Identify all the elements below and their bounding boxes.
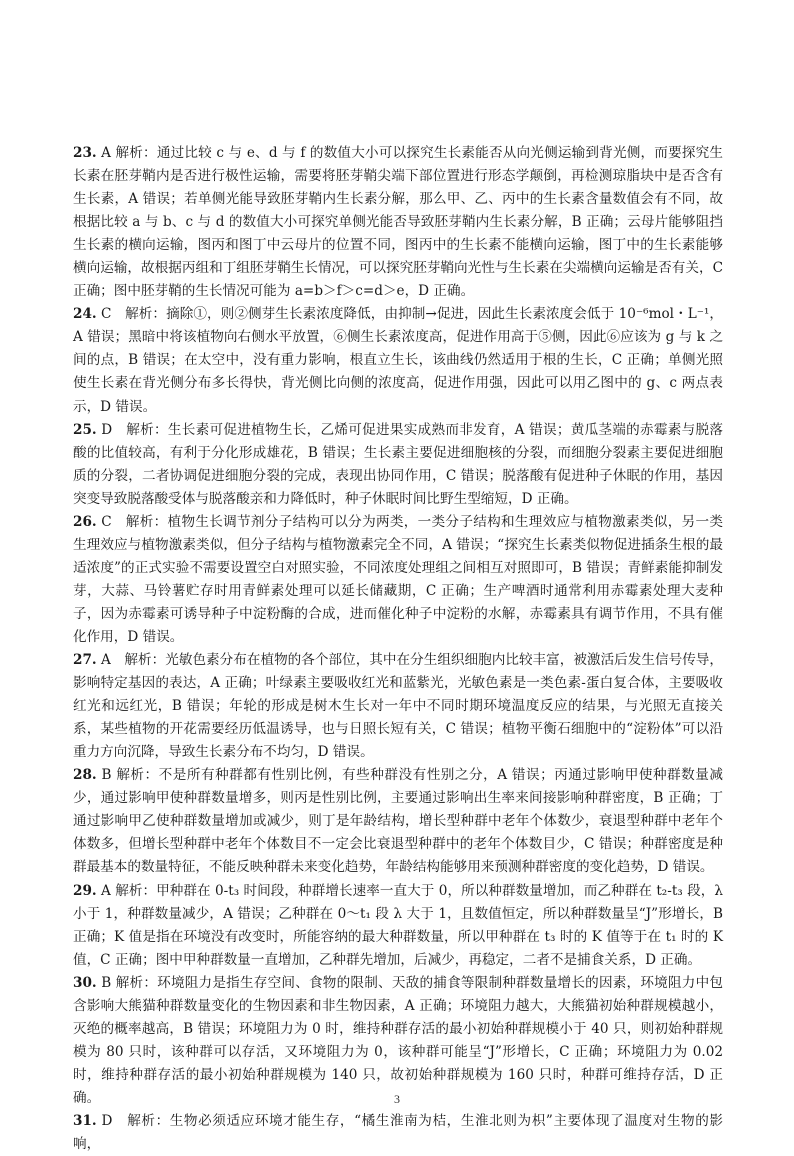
question-number: 23. <box>73 145 97 161</box>
answer-28 <box>73 764 723 879</box>
answer-text: D 解析：生长素可促进植物生长，乙烯可促进果实成熟而非发育，A 错误；黄瓜茎端的赤霉素与脱落酸的比值较高，有利于分化形成雄花，B 错误；生长素主要促进细胞核的分裂，而细胞分裂素主要促进细胞质的分裂，二者协调促进细胞分裂的完成，表现出协同作用，C 错误；脱落酸有促进种子休眠的作用，基因突变导致脱落酸受体与脱落酸亲和力降低时，种子休眠时间比野生型缩短，D 正确。 <box>73 421 723 507</box>
question-number: 24. <box>73 306 97 323</box>
answer-text: C 解析：植物生长调节剂分子结构可以分为两类，一类分子结构和生理效应与植物激素类似，另一类生理效应与植物激素类似，但分子结构与植物激素完全不同，A 错误；“探究生长素类似物促进插条生根的最适浓度”的正式实验不需要设置空白对照实验，不同浓度处理组之间相互对照即可，B 错误；青鲜素能抑制发芽，大蒜、马铃薯贮存时用青鲜素处理可以延长储藏期，C 正确；生产啤酒时通常利用赤霉素处理大麦种子，因为赤霉素可诱导种子中淀粉酶的合成，进而催化种子中淀粉的水解，赤霉素具有调节作用，不具有催化作用，D 错误。 <box>73 513 723 645</box>
question-number: 27. <box>73 652 97 669</box>
answer-text: A 解析：通过比较 c 与 e、d 与 f 的数值大小可以探究生长素能否从向光侧运输到背光侧，而要探究生长素在胚芽鞘内是否进行极性运输，需要将胚芽鞘尖端下部位置进行形态学颠倒，再检测琼脂块中是否含有生长素，A 错误；若单侧光能导致胚芽鞘内生长素分解，那么甲、乙、丙中的生长素含量数值会有不同，故根据比较 a 与 b、c 与 d 的数值大小可探究单侧光能否导致胚芽鞘内生长素分解，B 正确；云母片能够阻挡生长素的横向运输，图丙和图丁中云母片的位置不同，图丙中的生长素不能横向运输，图丁中的生长素能够横向运输，故根据丙组和丁组胚芽鞘生长情况，可以探究胚芽鞘向光性与生长素在尖端横向运输是否有关，C 正确；图中胚芽鞘的生长情况可能为 a=b＞f＞c=d＞e，D 正确。 <box>73 145 723 300</box>
answer-30 <box>73 972 723 1110</box>
answer-29 <box>73 880 723 972</box>
answer-23 <box>73 142 723 303</box>
question-number: 31. <box>73 1112 97 1129</box>
answer-26 <box>73 511 723 649</box>
answer-text: B 解析：不是所有种群都有性别比例，有些种群没有性别之分，A 错误；丙通过影响甲使种群数量减少，通过影响甲使种群数量增多，则丙是性别比例，主要通过影响出生率来间接影响种群密度，B 正确；丁通过影响甲乙使种群数量增加或减少，则丁是年龄结构，增长型种群中老年个体数少，衰退型种群中老年个体数多，但增长型种群中老年个体数目不一定会比衰退型种群中的老年个体数目少，C 错误；种群密度是种群最基本的数量特征，不能反映种群未来变化趋势，年龄结构能够用来预测种群密度的变化趋势，D 错误。 <box>73 767 723 876</box>
question-number: 26. <box>73 513 97 530</box>
question-number: 25. <box>73 421 97 438</box>
answer-text: C 解析：摘除①，则②侧芽生长素浓度降低，由抑制→促进，因此生长素浓度会低于 10⁻⁶mol・L⁻¹，A 错误；黑暗中将该植物向右侧水平放置，⑥侧生长素浓度高，促进作用高于⑤侧，因此⑥应该为 g 与 k 之间的点，B 错误；在太空中，没有重力影响，根直立生长，该曲线仍然适用于根的生长，C 正确；单侧光照使生长素在背光侧分布多长得快，背光侧比向侧的浓度高，促进作用强，因此可以用乙图中的 g、c 两点表示，D 错误。 <box>73 306 723 415</box>
answer-27 <box>73 649 723 764</box>
answer-text: D 解析：生物必须适应环境才能生存，“橘生淮南为桔，生淮北则为枳”主要体现了温度对生物的影响， <box>73 1112 723 1153</box>
answer-text: A 解析：甲种群在 0-t₃ 时间段，种群增长速率一直大于 0，所以种群数量增加，而乙种群在 t₂-t₃ 段，λ 小于 1，种群数量减少，A 错误；乙种群在 0～t₁ 段 λ 大于 1，且数值恒定，所以种群数量呈“J”形增长，B 正确；K 值是指在环境没有改变时，所能容纳的最大种群数量，所以甲种群在 t₃ 时的 K 值等于在 t₁ 时的 K 值，C 正确；图中甲种群数量一直增加，乙种群先增加，后减少，再稳定，二者不是捕食关系，D 正确。 <box>73 882 723 968</box>
answer-text: B 解析：环境阻力是指生存空间、食物的限制、天敌的捕食等限制种群数量增长的因素，环境阻力中包含影响大熊猫种群数量变化的生物因素和非生物因素，A 正确；环境阻力越大，大熊猫初始种群规模越小，灭绝的概率越高，B 错误；环境阻力为 0 时，维持种群存活的最小初始种群规模小于 40 只，则初始种群规模为 80 只时，该种群可以存活，又环境阻力为 0，该种群可能呈“J”形增长，C 正确；环境阻力为 0.02 时，维持种群存活的最小初始种群规模为 140 只，故初始种群规模为 160 只时，种群可维持存活，D 正确。 <box>73 974 723 1106</box>
question-number: 30. <box>73 974 97 991</box>
answer-list <box>73 142 723 1156</box>
answer-25 <box>73 419 723 511</box>
answer-24 <box>73 303 723 418</box>
question-number: 29. <box>73 882 97 899</box>
answer-text: A 解析：光敏色素分布在植物的各个部位，其中在分生组织细胞内比较丰富，被激活后发生信号传导，影响特定基因的表达，A 正确；叶绿素主要吸收红光和蓝紫光，光敏色素是一类色素-蛋白复合体，主要吸收红光和远红光，B 错误；年轮的形成是树木生长对一年中不同时期环境温度反应的结果，与光照无直接关系，某些植物的开花需要经历低温诱导，也与日照长短有关，C 错误；植物平衡石细胞中的“淀粉体”可以沿重力方向沉降，导致生长素分布不均匀，D 错误。 <box>73 652 723 761</box>
page-number: 3 <box>394 1092 400 1106</box>
question-number: 28. <box>73 767 97 784</box>
answer-31 <box>73 1110 723 1156</box>
